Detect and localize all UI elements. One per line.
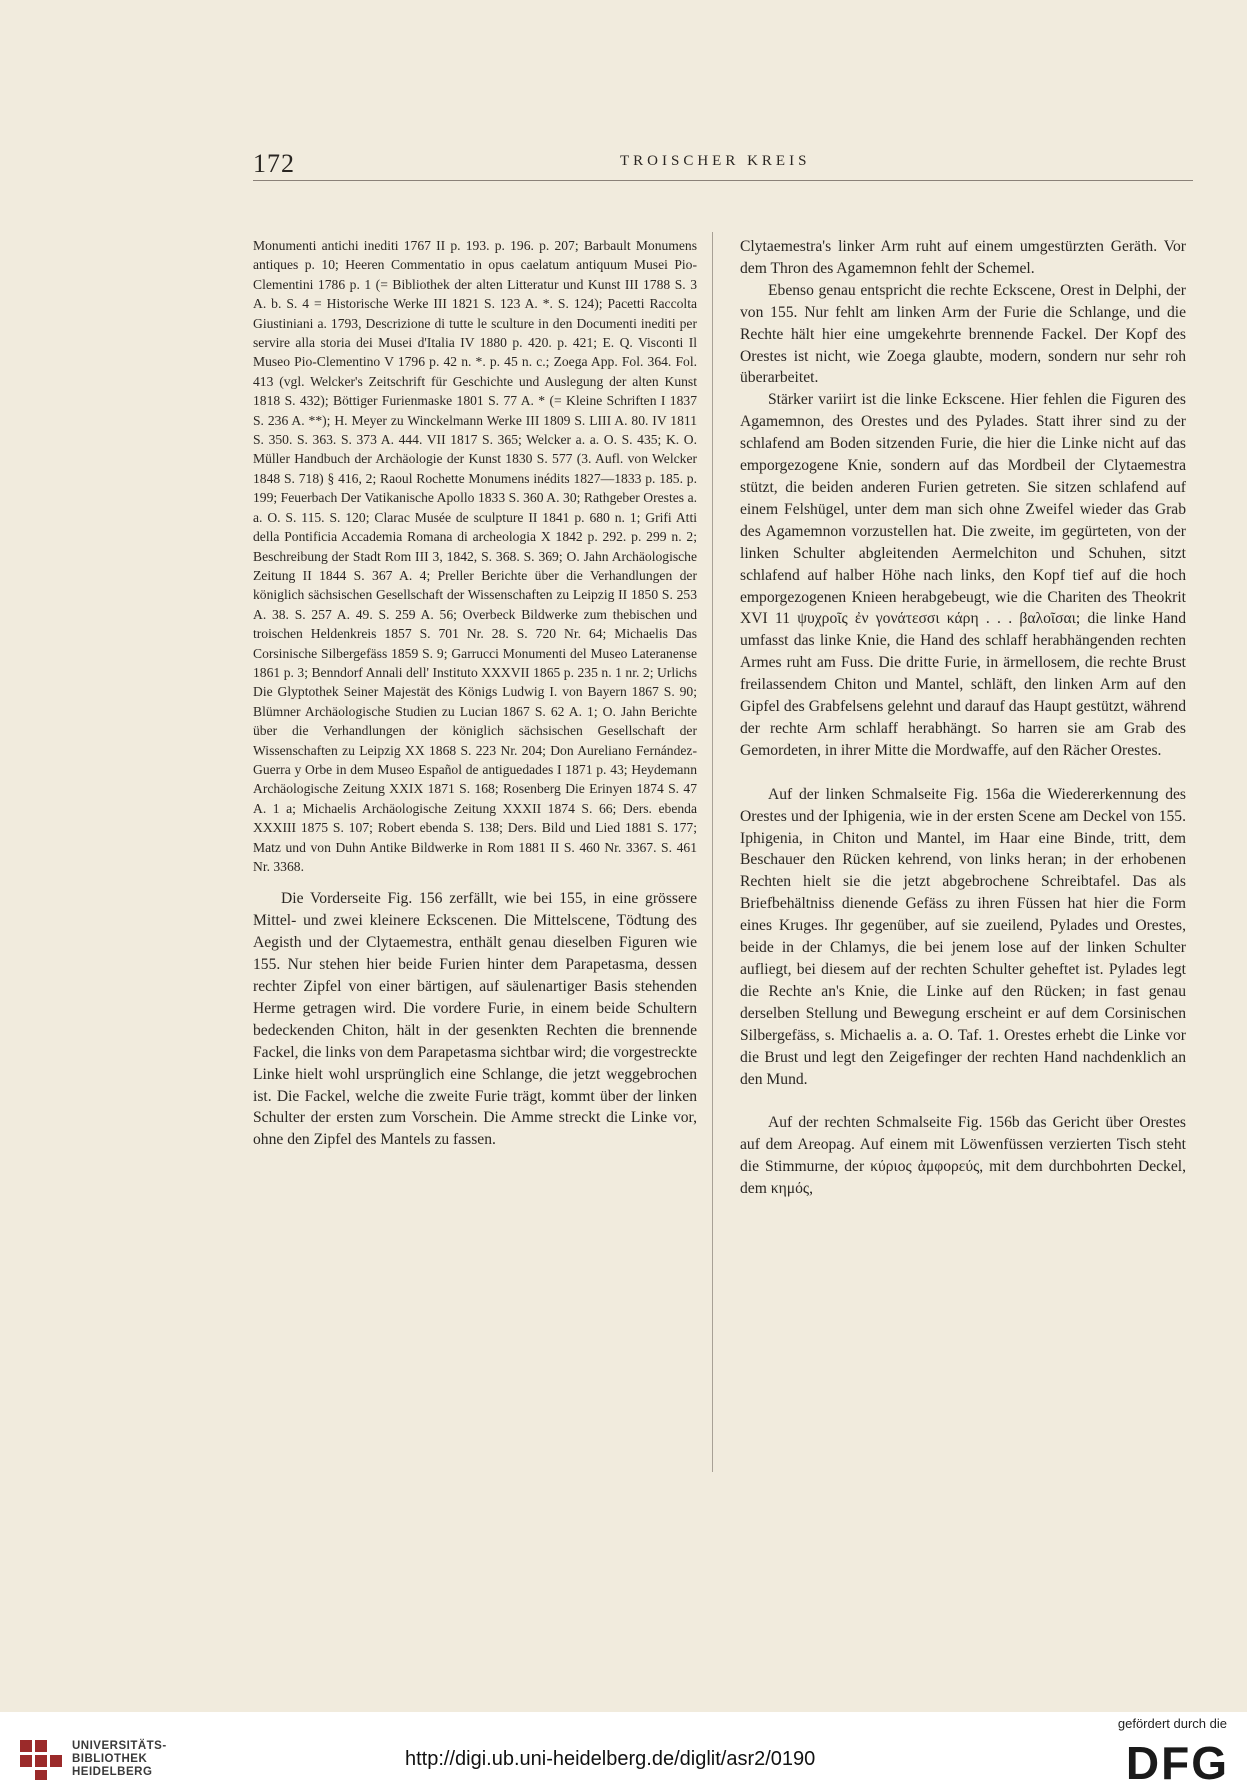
column-divider <box>712 232 713 1472</box>
running-head: TROISCHER KREIS <box>620 153 811 169</box>
right-paragraph-4: Auf der linken Schmalseite Fig. 156a die Wiedererkennung des Orestes und der Iphigenia, wie in der ersten Scene am Deckel von 155. Iphigenia, in Chiton und Mantel, im Haar eine Binde, tritt, dem Beschauer den Rücken kehrend, von links heran; in der erhobenen Rechten hielt sie die jetzt abgebrochene Schreibtafel. Das als Briefbehältniss dienende Gefäss zu ihren Füssen hat hier die Form eines Kruges. Ihr gegenüber, auf sie zueilend, Pylades und Orestes, beide in der Chlamys, die bei jenem lose auf der linken Schulter aufliegt, bei diesem auf der rechten Schulter geheftet ist. Pylades legt die Rechte an's Knie, die Linke auf den Rücken; in fast genau derselben Stellung und Bewegung erscheint er auf dem Corsinischen Silbergefäss, s. Michaelis a. a. O. Taf. 1. Orestes erhebt die Linke vor die Brust und legt den Zeigefinger der rechten Hand nachdenklich an den Mund. <box>740 785 1186 1088</box>
dfg-logo: DFG <box>1125 1737 1229 1789</box>
source-url[interactable]: http://digi.ub.uni-heidelberg.de/diglit/asr2/0190 <box>405 1748 816 1770</box>
right-paragraph-1: Clytaemestra's linker Arm ruht auf einem umgestürzten Geräth. Vor dem Thron des Agamemnon fehlt der Schemel. <box>740 238 1186 277</box>
university-library-logo-icon <box>20 1740 62 1780</box>
left-paragraph-1: Die Vorderseite Fig. 156 zerfällt, wie bei 155, in eine grössere Mittel- und zwei kleinere Eckscenen. Die Mittelscene, Tödtung des Aegisth und der Clytaemestra, enthält genau dieselben Figuren wie 155. Nur stehen hier beide Furien hinter dem Parapetasma, dessen rechter Zipfel von einer bärtigen, auf säulenartiger Basis stehenden Herme getragen wird. Die vordere Furie, in einem beide Schultern bedeckenden Chiton, hält in der gesenkten Rechten die brennende Fackel, die links von dem Parapetasma sichtbar wird; die vorgestreckte Linke hielt wohl ursprünglich eine Schlange, die jetzt weggebrochen ist. Die Fackel, welche die zweite Furie trägt, kommt über der linken Schulter der ersten zum Vorschein. Die Amme streckt die Linke vor, ohne den Zipfel des Mantels zu fassen. <box>253 890 698 1149</box>
header-rule <box>253 180 1193 181</box>
footer-bar <box>0 1712 1247 1792</box>
bibliography-note: Monumenti antichi inediti 1767 II p. 193. p. 196. p. 207; Barbault Monumens antiques p. 10; Heeren Commentatio in opus caelatum antiquum Musei Pio-Clementini 1786 p. 1 (= Bibliothek der alten Litteratur und Kunst III 1788 S. 3 A. b. S. 4 = Historische Werke III 1821 S. 123 A. *. S. 124); Pacetti Raccolta Giustiniani a. 1793, Descrizione di tutte le sculture in den Documenti inediti per servire alla storia dei Musei d'Italia IV 1880 p. 420. p. 421; E. Q. Visconti Il Museo Pio-Clementino V 1796 p. 42 n. *. p. 45 n. c.; Zoega App. Fol. 364. Fol. 413 (vgl. Welcker's Zeitschrift für Geschichte und Auslegung der alten Kunst 1818 S. 432); Böttiger Furienmaske 1801 S. 77 A. * (= Kleine Schriften I 1837 S. 236 A. **); H. Meyer zu Winckelmann Werke III 1809 S. LIII A. 80. IV 1811 S. 350. S. 363. S. 373 A. 444. VII 1817 S. 365; Welcker a. a. O. S. 435; K. O. Müller Handbuch der Archäologie der Kunst 1830 S. 577 (3. Aufl. von Welcker 1848 S. 718) § 416, 2; Raoul Rochette Monumens inédits 1827—1833 p. 185. p. 199; Feuerbach Der Vatikanische Apollo 1833 S. 360 A. 30; Rathgeber Orestes a. a. O. S. 115. S. 120; Clarac Musée de sculpture II 1841 p. 680 n. 1; Grifi Atti della Pontificia Accademia Romana di archeologia X 1842 p. 292. p. 299 n. 2; Beschreibung der Stadt Rom III 3, 1842, S. 368. S. 369; O. Jahn Archäologische Zeitung II 1844 S. 367 A. 4; Preller Berichte über die Verhandlungen der königlich sächsischen Gesellschaft der Wissenschaften zu Leipzig II 1850 S. 253 A. 38. S. 257 A. 49. S. 259 A. 56; Overbeck Bildwerke zum thebischen und troischen Heldenkreis 1857 S. 701 Nr. 28. S. 720 Nr. 64; Michaelis Das Corsinische Silbergefäss 1859 S. 9; Garrucci Monumenti del Museo Lateranense 1861 p. 3; Benndorf Annali dell' Instituto XXXVII 1865 p. 235 n. 1 nr. 2; Urlichs Die Glyptothek Seiner Majestät des Königs Ludwig I. von Bayern 1867 S. 90; Blümner Archäologische Studien zu Lucian 1867 S. 62 A. 1; O. Jahn Berichte über die Verhandlungen der königlich sächsischen Gesellschaft der Wissenschaften zu Leipzig XX 1868 S. 223 Nr. 204; Don Aureliano Fernández-Guerra y Orbe in dem Museo Español de antiguedades I 1871 p. 43; Heydemann Archäologische Zeitung XXIX 1871 S. 168; Rosenberg Die Erinyen 1874 S. 47 A. 1 a; Michaelis Archäologische Zeitung XXXII 1874 S. 66; Ders. ebenda XXXIII 1875 S. 107; Robert ebenda S. 138; Ders. Bild und Lied 1881 S. 177; Matz und von Duhn Antike Bildwerke in Rom 1881 II S. 460 Nr. 3367. S. 461 Nr. 3368. <box>253 238 697 874</box>
page-number: 172 <box>253 149 295 178</box>
funded-by-text: gefördert durch die <box>1117 1716 1227 1731</box>
right-paragraph-3: Stärker variirt ist die linke Eckscene. Hier fehlen die Figuren des Agamemnon, des Orestes und des Pylades. Statt ihrer sind zu der schlafend am Boden sitzenden Furie, die hier die Linke nicht auf das emporgezogene Knie, sondern auf das Mordbeil der Clytaemestra stützt, die beiden anderen Furien getreten. Sie sitzen schlafend auf einem Felshügel, unter dem man sich ohne Zweifel wieder das Grab des Agamemnon vorzustellen hat. Die zweite, im gegürteten, von der linken Schulter abgleitenden Aermelchiton und Schuhen, sitzt schlafend auf halber Höhe nach links, den Kopf tief auf die hoch emporgezogenen Knieen herabgebeugt, wie die Chariten des Theokrit XVI 11 ψυχροῖς ἐν γονάτεσσι κάρη . . . βαλοῖσαι; die linke Hand umfasst das linke Knie, die Hand des schlaff herabhängenden rechten Armes ruht am Fuss. Die dritte Furie, in ärmellosem, die rechte Brust freilassendem Chiton und Mantel, schläft, den linken Arm auf den Gipfel des Grabfelsens gelehnt und darauf das Haupt gestützt, während der rechte Arm schlaff herabhängt. So harren sie am Grab des Gemordeten, in ihrer Mitte die Mordwaffe, auf den Rächer Orestes. <box>740 391 1186 759</box>
right-column <box>740 236 1186 1200</box>
right-paragraph-5: Auf der rechten Schmalseite Fig. 156b das Gericht über Orestes auf dem Areopag. Auf einem mit Löwenfüssen verzierten Tisch steht die Stimmurne, der κύριος ἀμφορεύς, mit dem durchbohrten Deckel, dem κημός, <box>740 1114 1186 1198</box>
left-column <box>253 236 697 1151</box>
library-name: UNIVERSITÄTS- BIBLIOTHEK HEIDELBERG <box>72 1740 167 1778</box>
right-paragraph-2: Ebenso genau entspricht die rechte Eckscene, Orest in Delphi, der von 155. Nur fehlt am linken Arm der Furie die Schlange, und die Rechte hält hier eine umgekehrte brennende Fackel. Der Kopf des Orestes ist nicht, wie Zoega glaubte, modern, sondern nur sehr roh überarbeitet. <box>740 281 1186 387</box>
